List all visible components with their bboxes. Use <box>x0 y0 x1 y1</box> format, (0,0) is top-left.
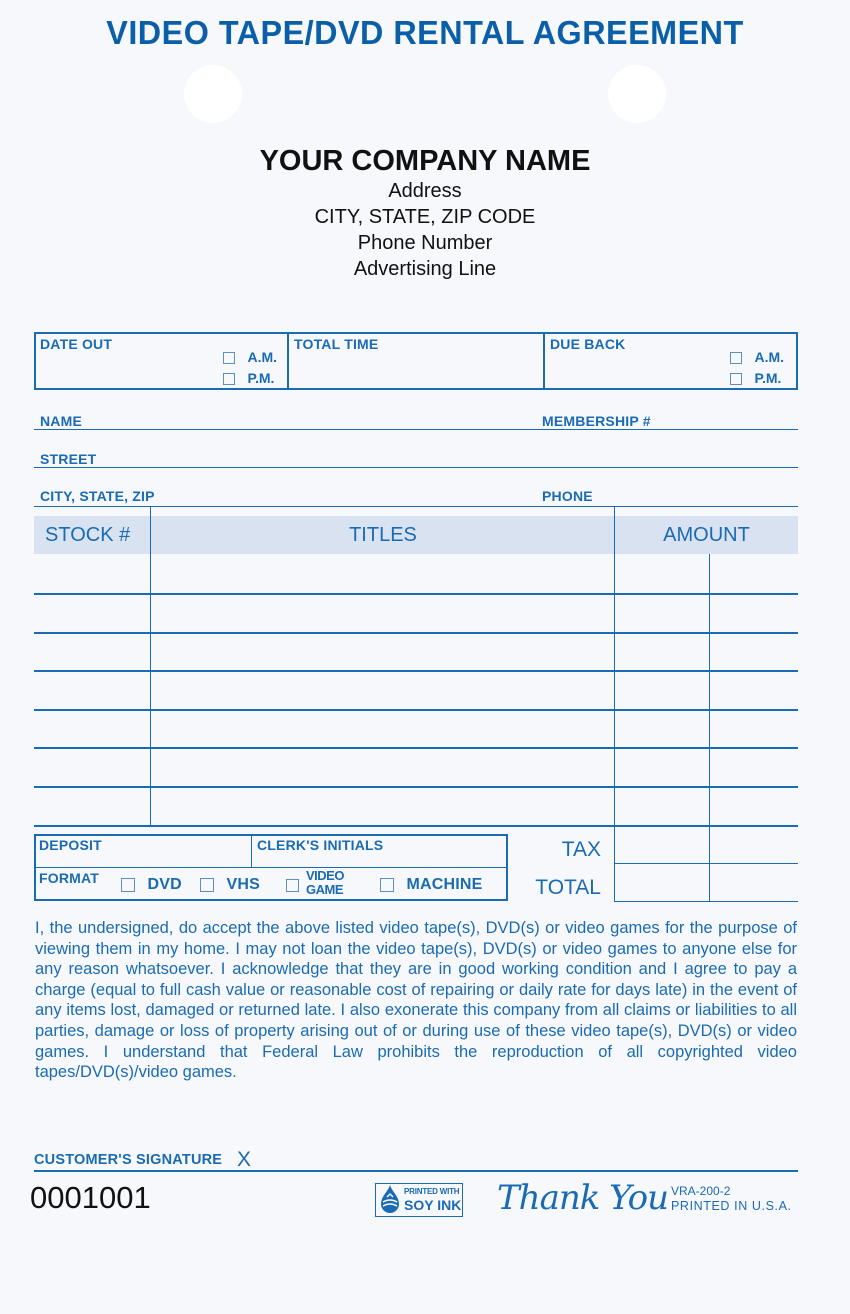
title-cell-1[interactable] <box>152 556 613 592</box>
dvd-checkbox[interactable] <box>121 878 135 892</box>
signature-label: CUSTOMER'S SIGNATURE <box>34 1152 223 1168</box>
stock-cell-3[interactable] <box>35 634 149 669</box>
due-back-am-checkbox[interactable] <box>730 352 742 364</box>
titles-header: TITLES <box>349 524 417 546</box>
company-address: Address <box>388 180 462 202</box>
amount-cell-4[interactable] <box>616 672 797 708</box>
title-cell-5[interactable] <box>152 711 613 746</box>
video-game-label <box>306 869 344 897</box>
soy-ink-line1: PRINTED WITH <box>404 1187 460 1196</box>
amount-header: AMOUNT <box>663 524 750 546</box>
tax-amount-field[interactable] <box>616 827 797 862</box>
punch-hole-left <box>184 65 242 123</box>
date-out-am-option <box>223 349 277 367</box>
amount-cell-2[interactable] <box>616 595 797 631</box>
stock-header: STOCK # <box>45 524 131 546</box>
divider <box>287 332 289 390</box>
row-line <box>614 901 798 902</box>
form-number: 0001001 <box>30 1180 151 1215</box>
due-back-label: DUE BACK <box>550 336 626 352</box>
row-line <box>614 863 798 864</box>
divider <box>34 467 798 468</box>
product-code: VRA-200-2 <box>671 1184 731 1198</box>
due-back-field[interactable] <box>550 352 720 386</box>
vhs-label: VHS <box>226 876 260 893</box>
amount-cell-1[interactable] <box>616 556 797 592</box>
video-game-label-line1: VIDEO <box>306 868 344 883</box>
stock-cell-1[interactable] <box>35 556 149 592</box>
tax-label: TAX <box>561 838 601 861</box>
amount-cell-7[interactable] <box>616 788 797 824</box>
company-phone: Phone Number <box>357 232 493 254</box>
divider <box>543 332 545 390</box>
thank-you-script: Thank You <box>497 1178 669 1218</box>
deposit-label: DEPOSIT <box>39 837 102 853</box>
pm-label: P.M. <box>247 370 275 386</box>
amount-cell-3[interactable] <box>616 634 797 669</box>
signature-field[interactable] <box>260 1148 796 1170</box>
date-out-pm-option <box>223 370 274 388</box>
divider <box>35 867 507 868</box>
machine-label: MACHINE <box>406 876 483 893</box>
divider <box>614 506 615 902</box>
date-out-label: DATE OUT <box>40 336 113 352</box>
divider <box>34 1170 798 1172</box>
punch-hole-right <box>608 65 666 123</box>
format-vhs-option <box>200 876 260 894</box>
phone-field[interactable] <box>600 484 795 504</box>
phone-label: PHONE <box>542 488 593 504</box>
title-cell-6[interactable] <box>152 749 613 785</box>
form-title: VIDEO TAPE/DVD RENTAL AGREEMENT <box>106 14 744 51</box>
printed-in-usa: PRINTED IN U.S.A. <box>671 1199 792 1213</box>
date-out-am-checkbox[interactable] <box>223 352 235 364</box>
signature-x-mark: X <box>237 1148 252 1171</box>
company-advertising: Advertising Line <box>353 258 497 280</box>
format-video-game-option <box>286 877 299 895</box>
video-game-checkbox[interactable] <box>286 879 299 892</box>
am-label: A.M. <box>247 349 278 365</box>
format-label: FORMAT <box>39 870 100 886</box>
title-cell-4[interactable] <box>152 672 613 708</box>
due-back-am-option <box>730 349 784 367</box>
stock-cell-5[interactable] <box>35 711 149 746</box>
amount-cell-5[interactable] <box>616 711 797 746</box>
legal-agreement-text: I, the undersigned, do accept the above listed video tape(s), DVD(s) or video games for the purpose of viewing them in my home. I may not loan the video tape(s), DVD(s) or video games to anyone else for any reason whatsoever. I acknowledge that they are in good working condition and I agree to pay a charge (equal to full cash value or reasonable cost of repairing or daily rate for days late) in the event of any items lost, damaged or returned late. I also exonerate this company from all claims or liabilities to all parties, damage or loss of property arising out of or during use of these video tape(s), DVD(s) or video games. I understand that Federal Law prohibits the reproduction of all copyrighted video tapes/DVD(s)/video games. <box>35 919 797 1082</box>
total-amount-field[interactable] <box>616 865 797 900</box>
soy-ink-line2: SOY INK <box>404 1197 462 1213</box>
stock-cell-7[interactable] <box>35 788 149 824</box>
title-cell-2[interactable] <box>152 595 613 631</box>
soy-drop-icon <box>379 1184 401 1214</box>
company-city-state-zip: CITY, STATE, ZIP CODE <box>314 206 536 228</box>
total-label: TOTAL <box>535 876 601 899</box>
machine-checkbox[interactable] <box>380 878 394 892</box>
city-state-zip-label: CITY, STATE, ZIP <box>40 488 155 504</box>
date-out-pm-checkbox[interactable] <box>223 373 235 385</box>
due-back-pm-checkbox[interactable] <box>730 373 742 385</box>
format-machine-option <box>380 876 483 894</box>
stock-cell-6[interactable] <box>35 749 149 785</box>
video-game-label-line2: GAME <box>306 882 343 897</box>
due-back-pm-option <box>730 370 781 388</box>
name-label: NAME <box>40 413 83 429</box>
title-cell-7[interactable] <box>152 788 613 824</box>
am-label: A.M. <box>754 349 785 365</box>
stock-cell-2[interactable] <box>35 595 149 631</box>
format-dvd-option <box>121 876 182 894</box>
divider <box>251 835 252 868</box>
deposit-field[interactable] <box>39 852 247 866</box>
membership-label: MEMBERSHIP # <box>542 413 651 429</box>
amount-cell-6[interactable] <box>616 749 797 785</box>
total-time-field[interactable] <box>294 352 538 386</box>
street-label: STREET <box>40 451 97 467</box>
divider <box>34 506 798 507</box>
clerk-initials-field[interactable] <box>257 852 502 866</box>
company-name: YOUR COMPANY NAME <box>259 145 591 177</box>
pm-label: P.M. <box>754 370 782 386</box>
clerk-initials-label: CLERK'S INITIALS <box>257 837 384 853</box>
city-state-zip-field[interactable] <box>170 484 530 504</box>
soy-ink-logo <box>375 1183 463 1217</box>
membership-field[interactable] <box>670 408 795 428</box>
stock-cell-4[interactable] <box>35 672 149 708</box>
street-field[interactable] <box>105 446 795 466</box>
title-cell-3[interactable] <box>152 634 613 669</box>
dvd-label: DVD <box>147 876 182 893</box>
company-block <box>0 144 850 282</box>
divider <box>34 429 798 430</box>
name-field[interactable] <box>90 408 530 428</box>
total-time-label: TOTAL TIME <box>294 336 379 352</box>
divider <box>150 506 151 826</box>
vhs-checkbox[interactable] <box>200 878 214 892</box>
